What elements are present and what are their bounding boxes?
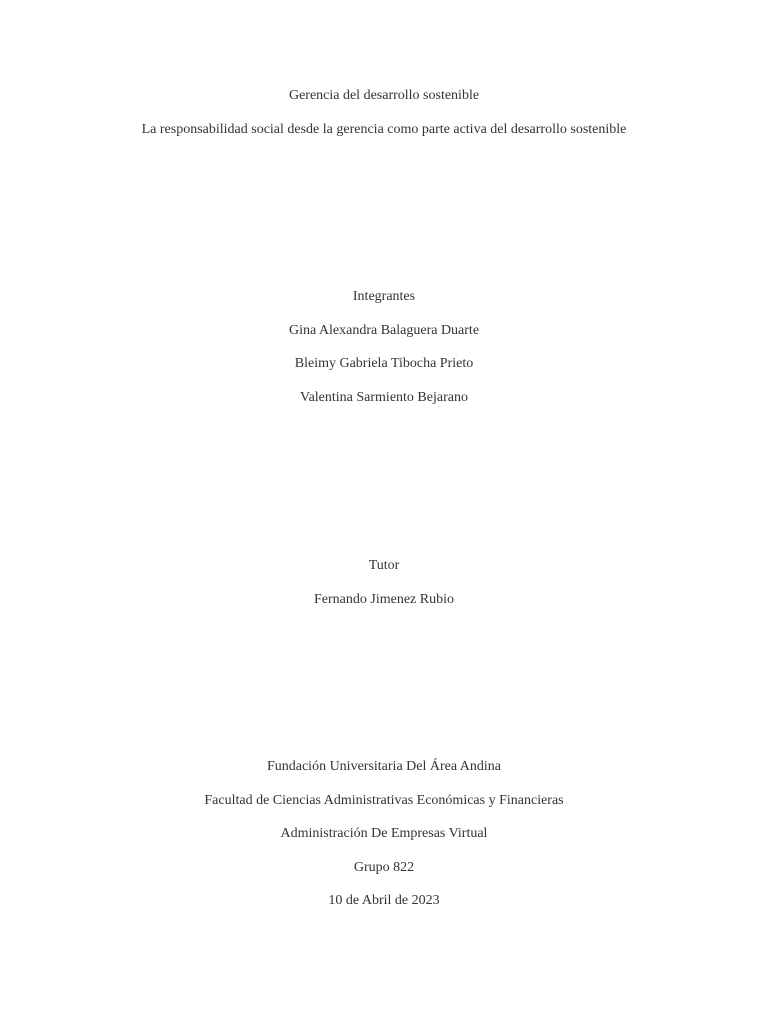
faculty-name: Facultad de Ciencias Administrativas Económicas y Financieras — [204, 793, 564, 808]
member-name: Bleimy Gabriela Tibocha Prieto — [294, 356, 474, 371]
course-title: Gerencia del desarrollo sostenible — [288, 88, 480, 103]
tutor-heading: Tutor — [368, 558, 400, 573]
member-name: Gina Alexandra Balaguera Duarte — [288, 323, 480, 338]
group-number: Grupo 822 — [353, 860, 415, 875]
tutor-name: Fernando Jimenez Rubio — [314, 592, 454, 607]
member-name: Valentina Sarmiento Bejarano — [300, 390, 468, 405]
program-name: Administración De Empresas Virtual — [280, 826, 488, 841]
document-date: 10 de Abril de 2023 — [328, 893, 440, 908]
document-subtitle: La responsabilidad social desde la gerencia como parte activa del desarrollo sostenible — [141, 122, 627, 137]
university-name: Fundación Universitaria Del Área Andina — [266, 759, 502, 774]
members-heading: Integrantes — [352, 289, 416, 304]
